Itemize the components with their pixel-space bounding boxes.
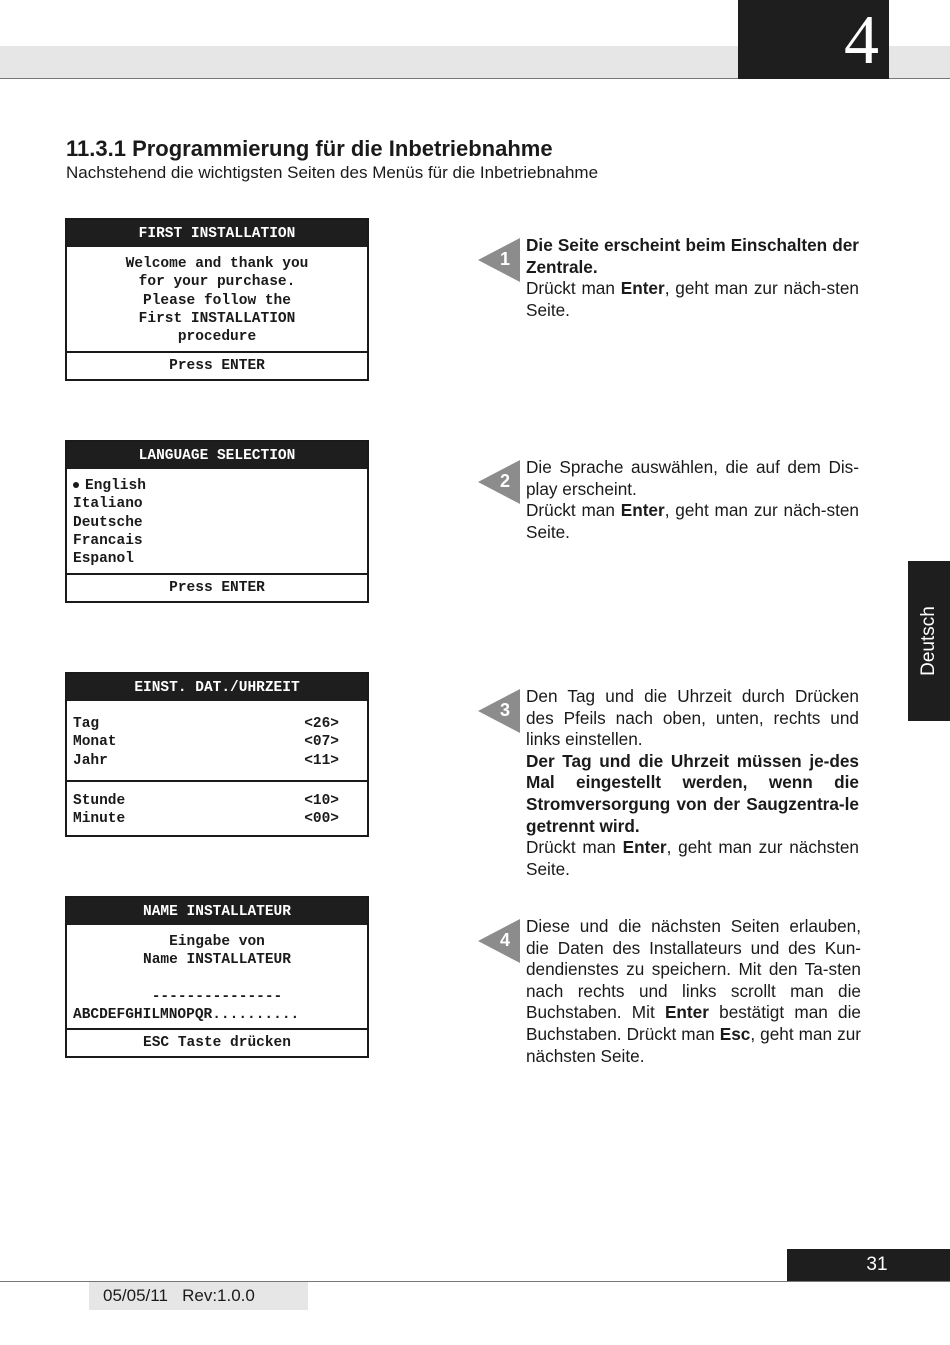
- step-number: 1: [499, 249, 510, 269]
- step-warning: Der Tag und die Uhrzeit müssen je-des Mal eingestellt werden, wenn die Stromversorgung von der Saugzentra-le getrennt wird.: [526, 750, 859, 836]
- step-number: 2: [499, 471, 510, 491]
- language-option: Italiano: [73, 496, 143, 513]
- step-number: 4: [499, 930, 510, 950]
- section-subheading: Nachstehend die wichtigsten Seiten des Menüs für die Inbetriebnahme: [66, 163, 599, 182]
- section-heading: 11.3.1 Programmierung für die Inbetriebnahme: [66, 136, 553, 161]
- date-row: Tag <26>: [73, 716, 339, 732]
- step-3-description: [526, 686, 859, 880]
- screen-footer: Press ENTER: [67, 351, 367, 379]
- screen-line: Welcome and thank you: [125, 256, 309, 272]
- key-label: Enter: [620, 500, 665, 521]
- step-marker-3: [478, 689, 520, 733]
- date-time-screen: [65, 672, 369, 837]
- screen-title: FIRST INSTALLATION: [67, 220, 367, 247]
- step-marker-1: [478, 238, 520, 282]
- screen-line: Name INSTALLATEUR: [143, 952, 291, 969]
- step-text: Den Tag und die Uhrzeit durch Drücken des Pfeils nach oben, unten, rechts und links einstellen.: [526, 686, 859, 750]
- chapter-number: 4: [844, 2, 879, 79]
- key-label: Esc: [719, 1023, 751, 1044]
- page-number-box: [787, 1249, 950, 1281]
- step-instruction: Diese und die nächsten Seiten erlauben, die Daten des Installateurs und des Kun-dendienstes zu speichern. Mit den Ta-sten nach rechts und links scrollt man die Buchstaben. Mit Enter bestätigt man die Buchstaben. Drückt man Esc, geht man zur nächsten Seite.: [526, 916, 861, 1066]
- screen-body: [67, 247, 367, 351]
- date-row: Monat <07>: [73, 734, 339, 751]
- first-installation-screen: [65, 218, 369, 381]
- time-section: [67, 782, 367, 836]
- screen-line: for your purchase.: [138, 274, 296, 291]
- step-number: 3: [499, 700, 510, 720]
- language-side-tab: [908, 561, 950, 721]
- time-row: Minute <00>: [73, 811, 339, 828]
- time-row: Stunde <10>: [73, 792, 339, 809]
- screen-title: EINST. DAT./UHRZEIT: [67, 674, 367, 701]
- screen-title: LANGUAGE SELECTION: [67, 442, 367, 469]
- side-tab-label: Deutsch: [918, 606, 939, 676]
- language-option-selected: English: [73, 477, 361, 495]
- key-label: Enter: [664, 1002, 709, 1023]
- step-marker-2: [478, 460, 520, 504]
- selected-bullet-icon: [73, 482, 79, 488]
- screen-footer: ESC Taste drücken: [67, 1028, 367, 1056]
- footer-revision: 05/05/11 Rev:1.0.0: [103, 1286, 255, 1305]
- step-instruction: Drückt man Enter, geht man zur nächsten Seite.: [526, 837, 859, 879]
- screen-line: First INSTALLATION: [138, 310, 296, 327]
- language-list: [67, 469, 367, 573]
- installer-name-screen: [65, 896, 369, 1058]
- step-1-description: [526, 235, 859, 321]
- step-text: Die Sprache auswählen, die auf dem Dis-play erscheint.: [526, 457, 859, 499]
- language-option: Deutsche: [73, 514, 143, 531]
- screen-line: procedure: [177, 329, 257, 346]
- key-label: Enter: [622, 837, 667, 858]
- alphabet-line: ABCDEFGHILMNOPQR..........: [73, 1006, 300, 1023]
- screen-title: NAME INSTALLATEUR: [67, 898, 367, 925]
- key-label: Enter: [620, 278, 665, 299]
- screen-line: Please follow the: [143, 292, 291, 309]
- date-row: Jahr <11>: [73, 752, 339, 769]
- page-number: 31: [866, 1254, 888, 1275]
- language-option: Espanol: [73, 551, 134, 568]
- footer-revision-box: [89, 1282, 308, 1310]
- language-selection-screen: [65, 440, 369, 603]
- step-intro: Die Seite erscheint beim Einschalten der Zentrale.: [526, 235, 859, 277]
- language-option: Francais: [73, 532, 143, 549]
- step-2-description: [526, 457, 859, 543]
- step-4-description: [526, 916, 861, 1067]
- step-marker-4: [478, 919, 520, 963]
- screen-footer: Press ENTER: [67, 573, 367, 601]
- step-instruction: Drückt man Enter, geht man zur näch-sten Seite.: [526, 278, 859, 320]
- screen-body: [67, 925, 367, 1028]
- date-section: [67, 701, 367, 780]
- input-dashes: ---------------: [151, 988, 283, 1005]
- screen-line: Eingabe von: [169, 934, 265, 950]
- step-instruction: Drückt man Enter, geht man zur näch-sten Seite.: [526, 500, 859, 542]
- chapter-marker: [738, 0, 889, 79]
